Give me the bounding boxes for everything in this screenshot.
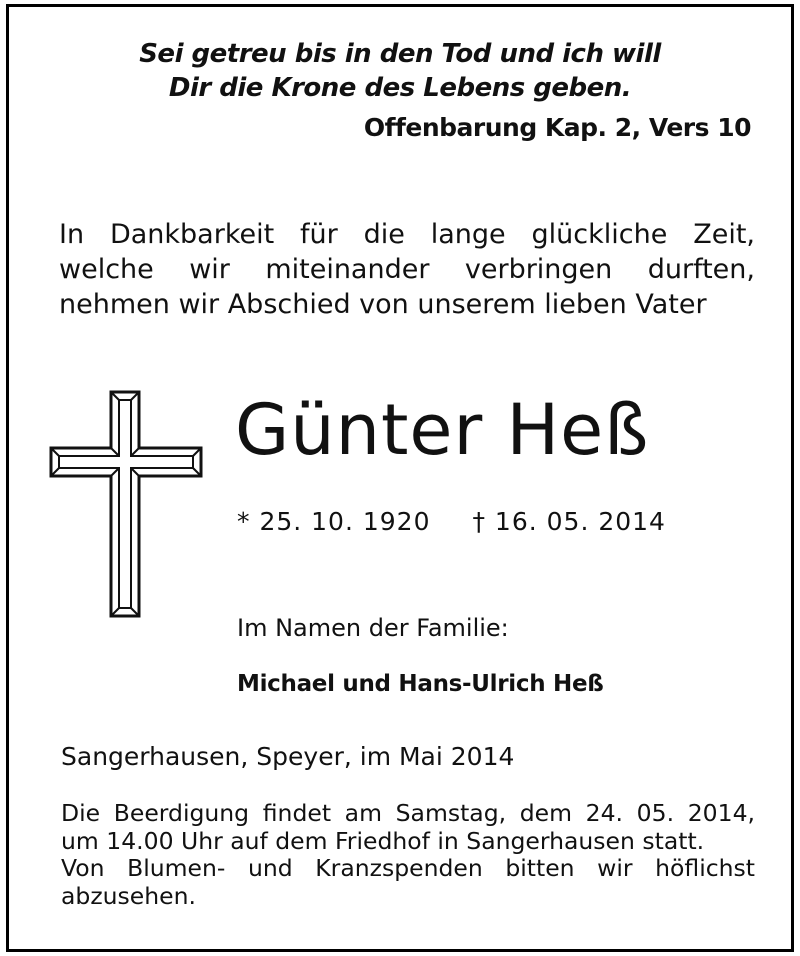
funeral-line-4: abzusehen. <box>61 881 196 910</box>
funeral-line-3: Von Blumen- und Kranzspenden bitten wir höflichst <box>61 854 755 882</box>
verse-reference: Offenbarung Kap. 2, Vers 10 <box>363 113 751 142</box>
birth-date: * 25. 10. 1920 <box>237 507 431 536</box>
funeral-line-2: um 14.00 Uhr auf dem Friedhof in Sangerhausen statt. <box>61 826 705 855</box>
funeral-line-1: Die Beerdigung findet am Samstag, dem 24. 05. 2014, <box>61 799 755 827</box>
family-names: Michael und Hans-Ulrich Heß <box>237 671 604 697</box>
place-date: Sangerhausen, Speyer, im Mai 2014 <box>61 742 515 771</box>
intro-line-1: In Dankbarkeit für die lange glückliche Zeit, <box>59 219 755 250</box>
bible-verse <box>9 37 791 105</box>
intro-line-3: nehmen wir Abschied von unserem lieben Vater <box>59 289 707 320</box>
latin-cross-icon <box>49 390 213 622</box>
life-dates <box>237 505 666 539</box>
funeral-notice <box>61 800 755 910</box>
deceased-name: Günter Heß <box>235 389 650 471</box>
intro-line-2: welche wir miteinander verbringen durften, <box>59 254 755 285</box>
death-date: † 16. 05. 2014 <box>472 507 666 536</box>
intro-text <box>59 217 755 322</box>
obituary-frame <box>6 4 794 952</box>
family-intro: Im Namen der Familie: <box>237 614 509 642</box>
verse-line-1: Sei getreu bis in den Tod und ich will <box>139 39 661 69</box>
verse-line-2: Dir die Krone des Lebens geben. <box>168 73 632 103</box>
